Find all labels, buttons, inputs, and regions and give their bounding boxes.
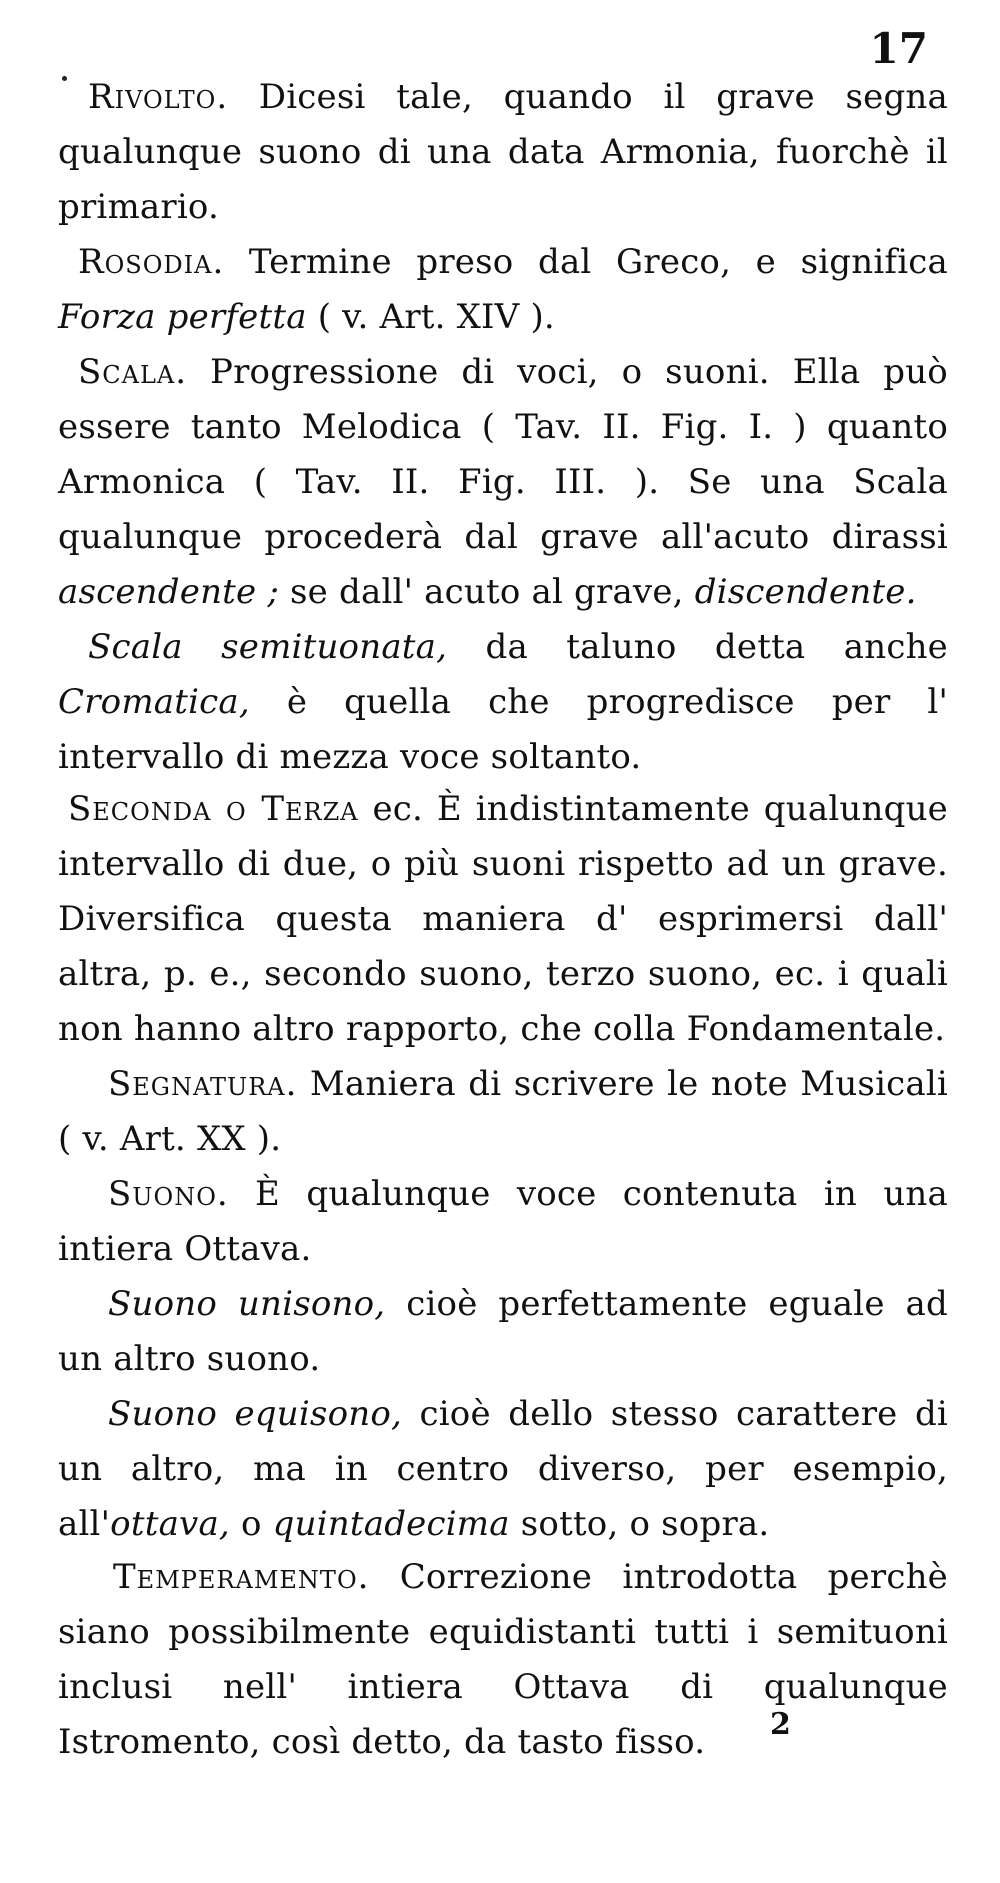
- entry-italic-head: Scala semituonata,: [88, 627, 448, 667]
- entry-italic: Forza perfetta: [58, 297, 307, 337]
- signature-mark: 2: [770, 1707, 791, 1742]
- entry-suono-unisono: [58, 1277, 948, 1387]
- entry-text: Termine preso dal Greco, e significa: [248, 242, 948, 282]
- entry-text: Correzione introdotta perchè siano possibilmente equidistanti tutti i semituoni inclusi nell' intiera Ottava di qualunque Istromento, così detto, da tasto fisso.: [58, 1557, 948, 1762]
- entry-tail: sotto, o sopra.: [520, 1504, 770, 1544]
- entry-seconda: [58, 782, 948, 1057]
- entry-text-2: se dall' acuto al grave,: [290, 572, 684, 612]
- entry-suono-equisono: [58, 1387, 948, 1552]
- entry-text: Progressione di voci, o suoni. Ella può essere tanto Melodica ( Tav. II. Fig. I. ) quanto Armonica ( Tav. II. Fig. III. ). Se una Scala qualunque procederà dal grave all'acuto dirassi: [58, 352, 948, 557]
- entry-text: ec. È indistintamente qualunque intervallo di due, o più suoni rispetto ad un grave. Diversifica questa maniera d' esprimersi dall' altra, p. e., secondo suono, terzo suono, ec. i quali non hanno altro rapporto, che colla Fondamentale.: [58, 789, 948, 1049]
- entry-italic-head: Suono equisono,: [108, 1394, 403, 1434]
- entry-head: Rosodia.: [78, 242, 225, 282]
- entry-scala: [58, 345, 948, 620]
- entry-rivolto: [58, 70, 948, 235]
- entry-head: Segnatura.: [108, 1064, 298, 1104]
- entry-text: cioè perfettamente eguale ad un altro suono.: [58, 1284, 948, 1379]
- page-number: 17: [869, 24, 928, 73]
- entry-head: Scala.: [78, 352, 188, 392]
- entry-tail: ( v. Art. XIV ).: [317, 297, 555, 337]
- entry-head: Rivolto.: [88, 77, 229, 117]
- entry-head: Suono.: [108, 1174, 229, 1214]
- entry-italic-2: quintadecima: [272, 1504, 510, 1544]
- entry-segnatura: [58, 1057, 948, 1167]
- entry-text: cioè dello stesso carattere di un altro, ma in centro diverso, per esempio, all': [58, 1394, 948, 1544]
- entry-text: È qualunque voce contenuta in una intiera Ottava.: [58, 1174, 948, 1269]
- entry-italic: ottava,: [110, 1504, 230, 1544]
- entry-italic-head: Suono unisono,: [108, 1284, 386, 1324]
- entry-scala-semituonata: [58, 620, 948, 785]
- entry-text: Dicesi tale, quando il grave segna qualunque suono di una data Armonia, fuorchè il primario.: [58, 77, 948, 227]
- entry-italic: Cromatica,: [58, 682, 250, 722]
- entry-italic: ascendente ;: [58, 572, 280, 612]
- entry-text: Maniera di scrivere le note Musicali ( v. Art. XX ).: [58, 1064, 949, 1159]
- entry-suono: [58, 1167, 948, 1277]
- entry-text: da taluno detta anche: [485, 627, 948, 667]
- entry-rosodia: [58, 235, 948, 345]
- entry-tail: è quella che progredisce per l' intervallo di mezza voce soltanto.: [58, 682, 948, 777]
- entry-head: Temperamento.: [113, 1557, 370, 1597]
- entry-italic-2: discendente.: [694, 572, 917, 612]
- entry-mid: o: [240, 1504, 262, 1544]
- entry-temperamento: [58, 1550, 948, 1770]
- entry-head: Seconda o Terza: [68, 789, 359, 829]
